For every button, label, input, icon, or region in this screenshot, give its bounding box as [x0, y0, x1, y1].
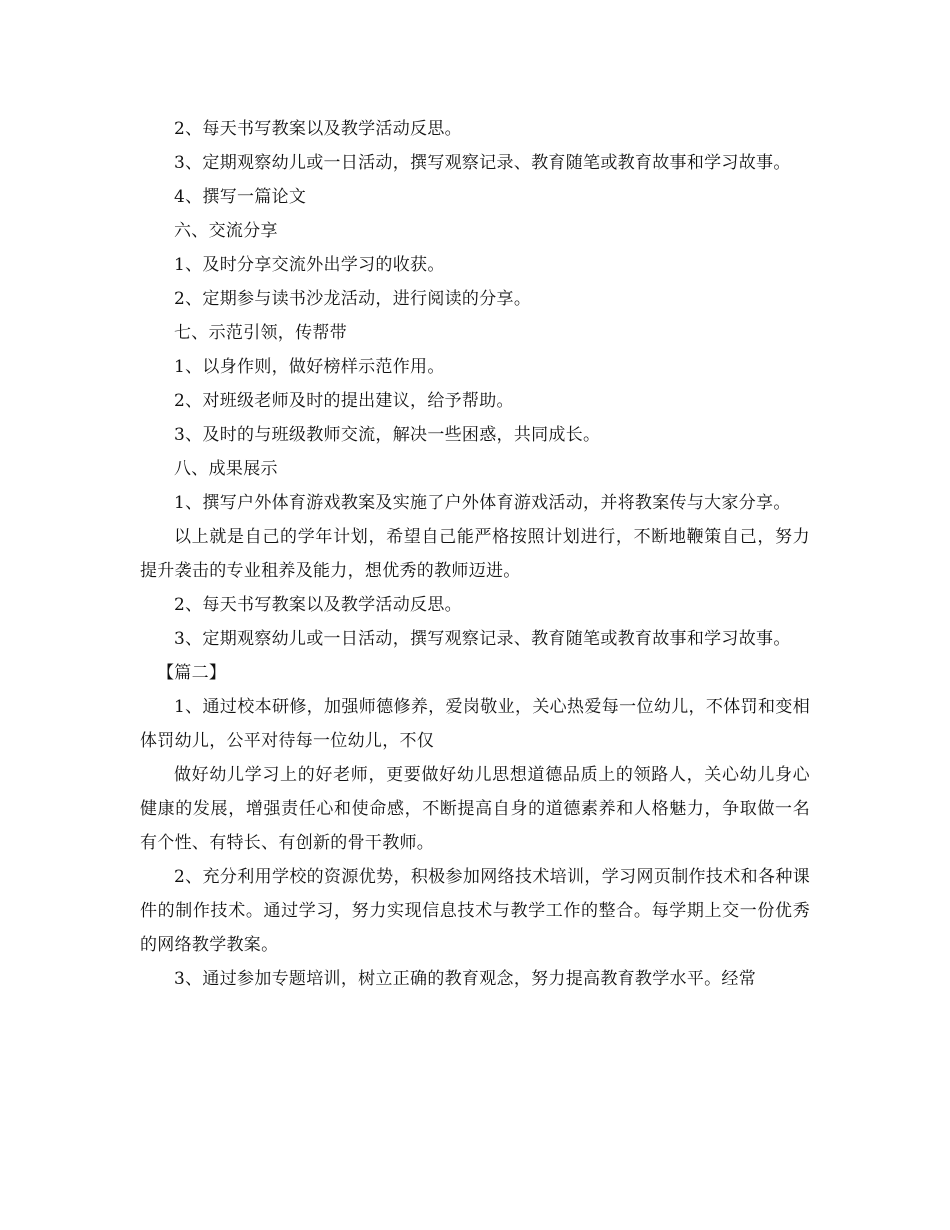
section-heading: 八、成果展示 [174, 459, 278, 479]
paragraph: 1、及时分享交流外出学习的收获。 [174, 255, 445, 275]
paragraph: 4、撰写一篇论文 [174, 187, 307, 207]
paragraph: 3、及时的与班级教师交流，解决一些困惑，共同成长。 [174, 425, 601, 445]
paragraph: 2、对班级老师及时的提出建议，给予帮助。 [174, 391, 514, 411]
paragraph: 做好幼儿学习上的好老师，更要做好幼儿思想道德品质上的领路人，关心幼儿身心健康的发展，增强责任心和使命感，不断提高自身的道德素养和人格魅力，争取做一名有个性、有特长、有创新的骨干教师。 [140, 765, 810, 853]
paragraph: 1、通过校本研修，加强师德修养，爱岗敬业，关心热爱每一位幼儿，不体罚和变相体罚幼儿，公平对待每一位幼儿，不仅 [140, 697, 810, 751]
section-title: 【篇二】 [157, 663, 227, 683]
paragraph: 2、充分利用学校的资源优势，积极参加网络技术培训，学习网页制作技术和各种课件的制作技术。通过学习，努力实现信息技术与教学工作的整合。每学期上交一份优秀的网络教学教案。 [140, 867, 810, 955]
paragraph: 3、定期观察幼儿或一日活动，撰写观察记录、教育随笔或教育故事和学习故事。 [174, 153, 791, 173]
paragraph: 1、以身作则，做好榜样示范作用。 [174, 357, 445, 377]
paragraph: 3、定期观察幼儿或一日活动，撰写观察记录、教育随笔或教育故事和学习故事。 [174, 629, 791, 649]
paragraph: 以上就是自己的学年计划，希望自己能严格按照计划进行，不断地鞭策自己，努力提升袭击的专业租养及能力，想优秀的教师迈进。 [140, 527, 810, 581]
document-body [140, 112, 810, 996]
paragraph: 3、通过参加专题培训，树立正确的教育观念，努力提高教育教学水平。经常 [174, 969, 757, 989]
section-heading: 七、示范引领，传帮带 [174, 323, 347, 343]
paragraph: 2、每天书写教案以及教学活动反思。 [174, 595, 462, 615]
paragraph: 1、撰写户外体育游戏教案及实施了户外体育游戏活动，并将教案传与大家分享。 [174, 493, 791, 513]
paragraph: 2、定期参与读书沙龙活动，进行阅读的分享。 [174, 289, 532, 309]
paragraph: 2、每天书写教案以及教学活动反思。 [174, 119, 462, 139]
section-heading: 六、交流分享 [174, 221, 278, 241]
